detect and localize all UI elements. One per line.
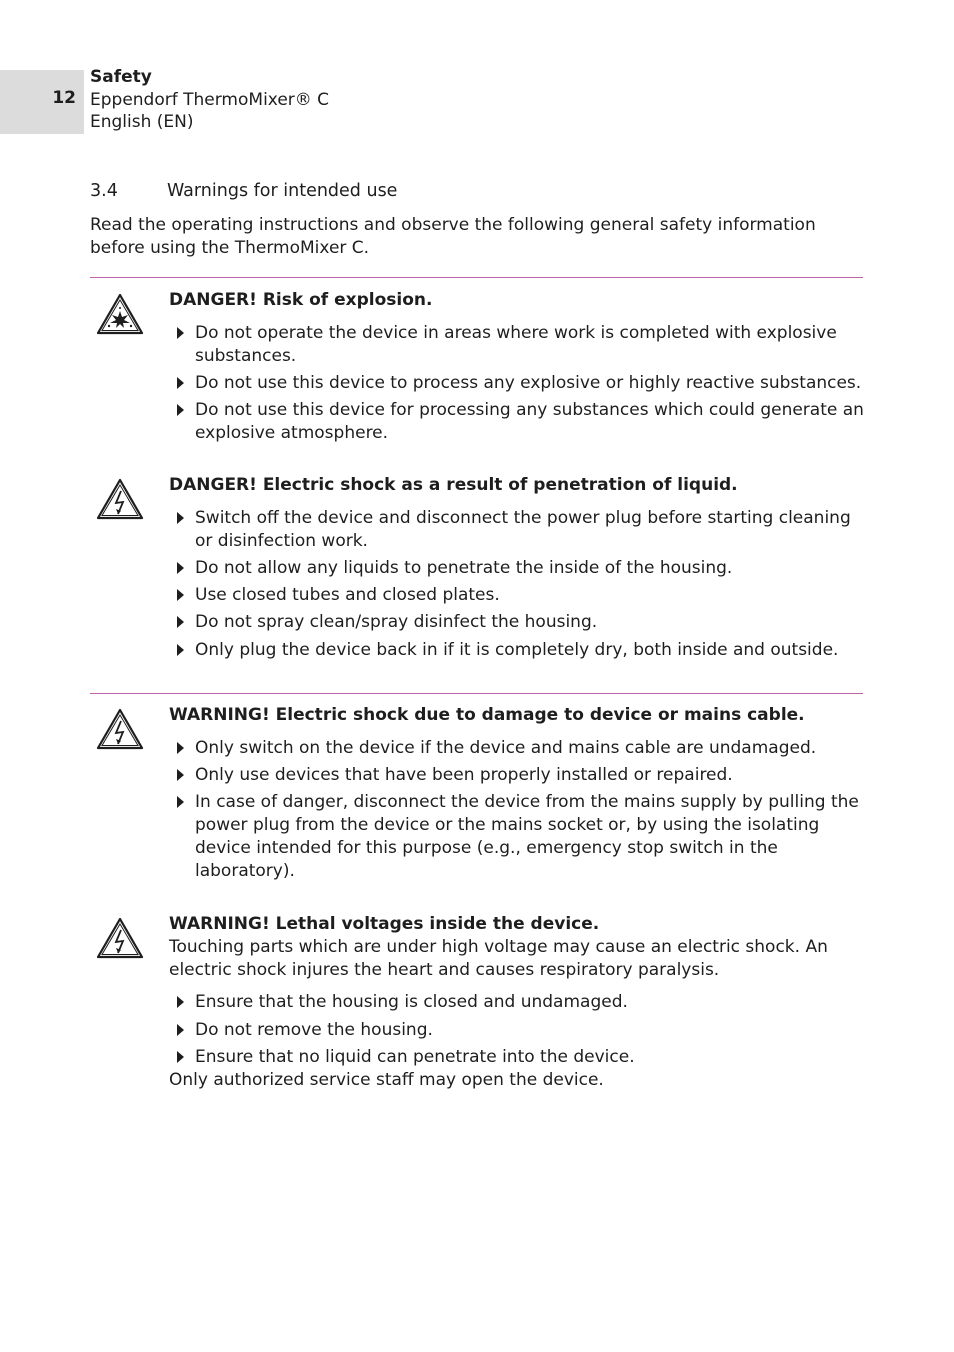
bullet-arrow-icon bbox=[177, 742, 184, 754]
instruction-list bbox=[169, 737, 869, 883]
list-item: Switch off the device and disconnect the power plug before starting cleaning or disinfection work. bbox=[169, 507, 869, 553]
bullet-arrow-icon bbox=[177, 1024, 184, 1036]
chapter-title: Safety bbox=[90, 67, 152, 87]
bullet-arrow-icon bbox=[177, 327, 184, 339]
bullet-arrow-icon bbox=[177, 562, 184, 574]
instruction-list bbox=[169, 991, 869, 1068]
page-number: 12 bbox=[52, 88, 76, 108]
warning-note: Only authorized service staff may open the device. bbox=[169, 1070, 604, 1091]
list-item: Do not spray clean/spray disinfect the housing. bbox=[169, 611, 869, 634]
divider bbox=[90, 277, 863, 278]
instruction-list bbox=[169, 322, 869, 445]
signal-word: DANGER! Risk of explosion. bbox=[169, 290, 433, 310]
language-label: English (EN) bbox=[90, 112, 194, 132]
explosion-warning-icon bbox=[96, 293, 144, 335]
warning-content bbox=[169, 913, 869, 1092]
bullet-arrow-icon bbox=[177, 996, 184, 1008]
warning-content bbox=[169, 289, 869, 449]
list-item: Ensure that the housing is closed and undamaged. bbox=[169, 991, 869, 1014]
list-item: Only switch on the device if the device and mains cable are undamaged. bbox=[169, 737, 869, 760]
bullet-arrow-icon bbox=[177, 1051, 184, 1063]
running-header bbox=[90, 66, 329, 134]
electric-shock-warning-icon bbox=[96, 708, 144, 750]
list-item: Only plug the device back in if it is completely dry, both inside and outside. bbox=[169, 639, 869, 662]
list-item: Only use devices that have been properly installed or repaired. bbox=[169, 764, 869, 787]
bullet-arrow-icon bbox=[177, 589, 184, 601]
bullet-arrow-icon bbox=[177, 616, 184, 628]
signal-word: DANGER! Electric shock as a result of penetration of liquid. bbox=[169, 475, 738, 495]
list-item: In case of danger, disconnect the device from the mains supply by pulling the power plug from the device or the mains socket or, by using the isolating device intended for this purpose (e.g., emergency stop switch in the laboratory). bbox=[169, 791, 869, 882]
bullet-arrow-icon bbox=[177, 377, 184, 389]
divider bbox=[90, 693, 863, 694]
warning-description: Touching parts which are under high voltage may cause an electric shock. An electric shock injures the heart and causes respiratory paralysis. bbox=[169, 936, 828, 980]
signal-word: WARNING! Lethal voltages inside the device. bbox=[169, 914, 600, 934]
bullet-arrow-icon bbox=[177, 769, 184, 781]
warning-content bbox=[169, 474, 869, 666]
list-item: Do not allow any liquids to penetrate the inside of the housing. bbox=[169, 557, 869, 580]
product-name: Eppendorf ThermoMixer® C bbox=[90, 89, 330, 110]
electric-shock-warning-icon bbox=[96, 917, 144, 959]
bullet-arrow-icon bbox=[177, 796, 184, 808]
signal-word: WARNING! Electric shock due to damage to device or mains cable. bbox=[169, 705, 805, 725]
intro-paragraph: Read the operating instructions and observe the following general safety information before using the ThermoMixer C. bbox=[90, 215, 816, 258]
warning-content bbox=[169, 704, 869, 887]
list-item: Do not operate the device in areas where work is completed with explosive substances. bbox=[169, 322, 869, 368]
bullet-arrow-icon bbox=[177, 644, 184, 656]
list-item: Do not use this device to process any explosive or highly reactive substances. bbox=[169, 372, 869, 395]
section-title: Warnings for intended use bbox=[167, 181, 398, 201]
list-item: Do not remove the housing. bbox=[169, 1019, 869, 1042]
section-number: 3.4 bbox=[90, 181, 118, 201]
list-item: Do not use this device for processing any substances which could generate an explosive atmosphere. bbox=[169, 399, 869, 445]
electric-shock-warning-icon bbox=[96, 478, 144, 520]
instruction-list bbox=[169, 507, 869, 662]
bullet-arrow-icon bbox=[177, 512, 184, 524]
section-heading bbox=[90, 181, 397, 201]
list-item: Use closed tubes and closed plates. bbox=[169, 584, 869, 607]
bullet-arrow-icon bbox=[177, 404, 184, 416]
list-item: Ensure that no liquid can penetrate into the device. bbox=[169, 1046, 869, 1069]
